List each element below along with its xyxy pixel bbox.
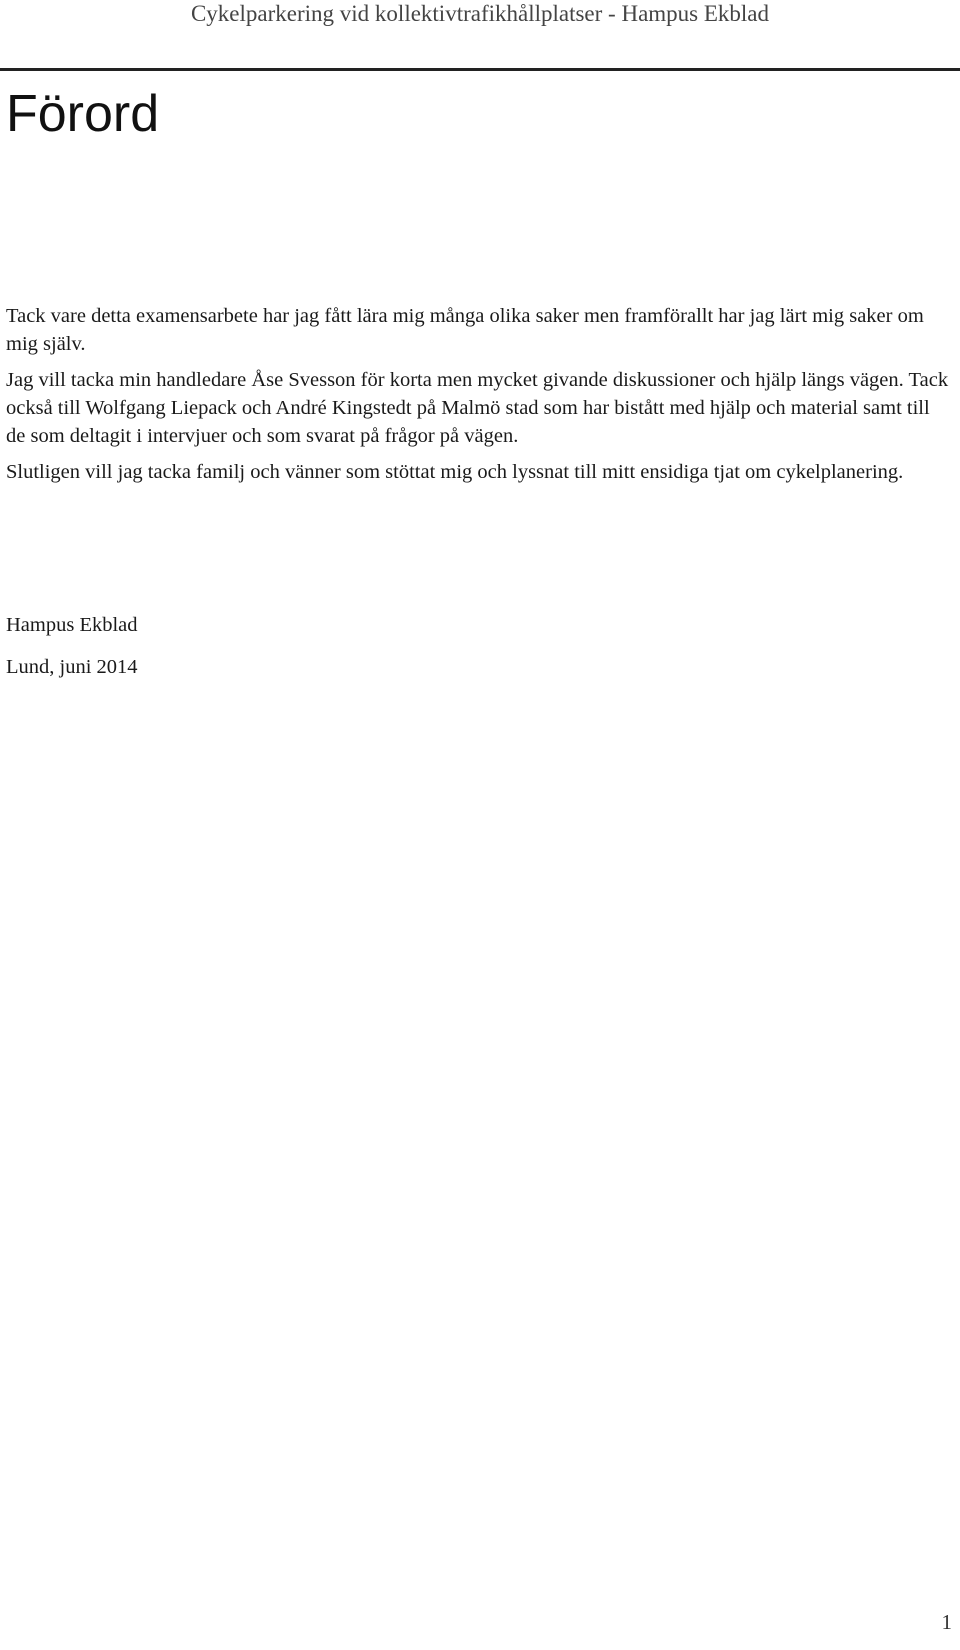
preface-body	[6, 302, 954, 486]
header-divider	[0, 68, 960, 71]
running-header: Cykelparkering vid kollektivtrafikhållplatser - Hampus Ekblad	[190, 1, 770, 26]
author-name: Hampus Ekblad	[6, 614, 138, 636]
place-date: Lund, juni 2014	[6, 656, 138, 678]
paragraph-closing: Slutligen vill jag tacka familj och vänner som stöttat mig och lyssnat till mitt ensidiga tjat om cykelplanering.	[6, 461, 904, 483]
page-number: 1	[941, 1610, 952, 1634]
chapter-title: Förord	[6, 85, 160, 143]
paragraph-acknowledgements: Jag vill tacka min handledare Åse Svesson för korta men mycket givande diskussioner och hjälp längs vägen. Tack också till Wolfgang Liepack och André Kingstedt på Malmö stad som har bistått med hjälp och material samt till de som deltagit i intervjuer och som svarat på frågor på vägen.	[6, 369, 949, 447]
paragraph-intro: Tack vare detta examensarbete har jag fått lära mig många olika saker men framförallt har jag lärt mig saker om mig själv.	[6, 305, 924, 355]
signature-block	[6, 611, 138, 681]
